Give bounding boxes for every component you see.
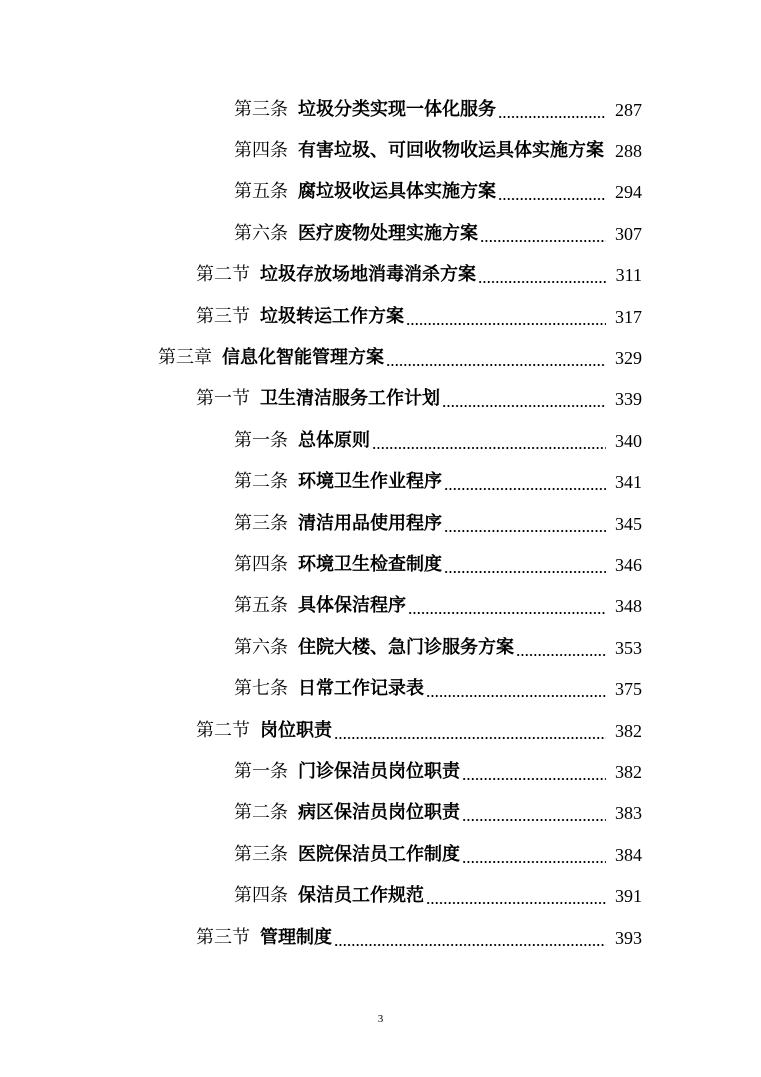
toc-entry-number: 第二条 [234,802,288,824]
toc-entry-page: 329 [615,348,642,369]
toc-entry-number: 第三章 [158,347,212,369]
toc-entry-number: 第三节 [196,305,250,327]
toc-entry-number: 第六条 [234,222,288,244]
toc-dot-leader [334,927,606,949]
toc-entry-page: 391 [615,886,642,907]
toc-entry-line [234,844,642,866]
toc-dot-leader [444,471,606,493]
toc-entry-number: 第五条 [234,595,288,617]
toc-entry-page: 375 [615,679,642,700]
toc-entry-title: 腐垃圾收运具体实施方案 [298,181,496,203]
toc-entry-title: 清洁用品使用程序 [298,512,442,534]
toc-entry-number: 第二节 [196,264,250,286]
toc-entry-number: 第一条 [234,429,288,451]
toc-dot-leader [444,513,606,535]
toc-entry-number: 第二条 [234,471,288,493]
toc-dot-leader [442,388,606,410]
toc-entry-number: 第三条 [234,512,288,534]
toc-entry-number: 第二节 [196,719,250,741]
toc-entry-number: 第四条 [234,885,288,907]
toc-entry[interactable] [0,586,761,627]
toc-dot-leader [480,223,606,245]
toc-entry[interactable] [0,379,761,420]
toc-entry-page: 382 [615,761,642,782]
toc-entry-page: 287 [615,99,642,120]
toc-dot-leader [478,264,606,286]
toc-entry[interactable] [0,834,761,875]
toc-dot-leader [372,430,606,452]
toc-entry-page: 311 [615,265,642,286]
toc-entry-line [234,554,642,576]
toc-entry-number: 第七条 [234,678,288,700]
toc-dot-leader [516,637,606,659]
toc-entry[interactable] [0,213,761,254]
toc-entry-line [234,99,642,121]
toc-entry-page: 294 [615,182,642,203]
toc-entry-line [158,347,642,369]
toc-entry-title: 信息化智能管理方案 [222,347,384,369]
toc-entry[interactable] [0,793,761,834]
toc-entry-number: 第三节 [196,926,250,948]
toc-entry-number: 第三条 [234,98,288,120]
toc-entry-line [234,802,642,824]
toc-entry-title: 环境卫生作业程序 [298,471,442,493]
toc-entry-page: 340 [615,430,642,451]
toc-dot-leader [498,181,606,203]
toc-entry-page: 345 [615,513,642,534]
toc-entry-title: 医院保洁员工作制度 [298,843,460,865]
toc-entry-line [196,720,642,742]
toc-entry[interactable] [0,668,761,709]
toc-entry-line [234,678,642,700]
toc-entry-title: 垃圾存放场地消毒消杀方案 [260,264,476,286]
toc-entry-line [234,637,642,659]
toc-entry[interactable] [0,130,761,171]
toc-entry-number: 第四条 [234,140,288,162]
toc-entry-line [234,885,642,907]
toc-dot-leader [426,885,606,907]
toc-entry-page: 346 [615,554,642,575]
page-number: 3 [377,1013,384,1025]
toc-entry[interactable] [0,627,761,668]
toc-entry-line [196,264,642,286]
toc-entry[interactable] [0,503,761,544]
toc-entry-title: 门诊保洁员岗位职责 [298,760,460,782]
toc-dot-leader [444,554,606,576]
toc-entry-page: 353 [615,637,642,658]
toc-entry-page: 393 [615,927,642,948]
toc-entry-page: 348 [615,596,642,617]
toc-entry[interactable] [0,710,761,751]
toc-entry-number: 第四条 [234,553,288,575]
toc-entry-title: 卫生清洁服务工作计划 [260,388,440,410]
toc-dot-leader [386,347,606,369]
toc-entry-number: 第一条 [234,760,288,782]
toc-entry-title: 有害垃圾、可回收物收运具体实施方案 [298,140,604,162]
toc-entry-line [234,513,642,535]
toc-entry[interactable] [0,89,761,130]
toc-entry-line [234,761,642,783]
toc-entry-line [234,181,642,203]
toc-entry-title: 垃圾分类实现一体化服务 [298,98,496,120]
toc-entry-number: 第三条 [234,843,288,865]
toc-entry-page: 382 [615,720,642,741]
toc-entry-title: 日常工作记录表 [298,678,424,700]
toc-entry-line [234,471,642,493]
toc-entry-number: 第六条 [234,636,288,658]
toc-dot-leader [462,802,606,824]
toc-entry[interactable] [0,544,761,585]
toc-entry[interactable] [0,462,761,503]
toc-dot-leader [334,720,606,742]
toc-entry-line [196,927,642,949]
toc-entry-title: 总体原则 [298,429,370,451]
toc-entry-page: 288 [615,141,642,162]
toc-entry-title: 环境卫生检查制度 [298,553,442,575]
toc-entry-page: 383 [615,803,642,824]
toc-dot-leader [498,99,606,121]
toc-entry[interactable] [0,296,761,337]
toc-entry-title: 岗位职责 [260,719,332,741]
toc-entry-page: 384 [615,844,642,865]
toc-entry-number: 第五条 [234,181,288,203]
toc-entry[interactable] [0,172,761,213]
toc-entry-title: 垃圾转运工作方案 [260,305,404,327]
toc-entry-page: 341 [615,472,642,493]
toc-entry-title: 病区保洁员岗位职责 [298,802,460,824]
toc-entry[interactable] [0,751,761,792]
toc-entry[interactable] [0,255,761,296]
toc-entry-line [234,140,642,162]
toc-entry-page: 339 [615,389,642,410]
toc-dot-leader [462,844,606,866]
toc-entry-line [234,595,642,617]
toc-entry-page: 317 [615,306,642,327]
toc-dot-leader [408,595,606,617]
toc-entry[interactable] [0,337,761,378]
toc-entry-page: 307 [615,223,642,244]
toc-entry-number: 第一节 [196,388,250,410]
toc-entry-line [234,430,642,452]
toc-entry-title: 住院大楼、急门诊服务方案 [298,636,514,658]
toc-dot-leader [462,761,606,783]
toc-entry-line [196,388,642,410]
toc-entry-title: 医疗废物处理实施方案 [298,222,478,244]
toc-entry[interactable] [0,917,761,958]
toc-dot-leader [426,678,606,700]
toc-entry-line [234,223,642,245]
table-of-contents [0,89,761,958]
toc-entry[interactable] [0,875,761,916]
toc-entry-title: 具体保洁程序 [298,595,406,617]
toc-entry-title: 管理制度 [260,926,332,948]
toc-entry-title: 保洁员工作规范 [298,885,424,907]
toc-dot-leader [406,306,606,328]
toc-entry-line [196,306,642,328]
toc-entry[interactable] [0,420,761,461]
